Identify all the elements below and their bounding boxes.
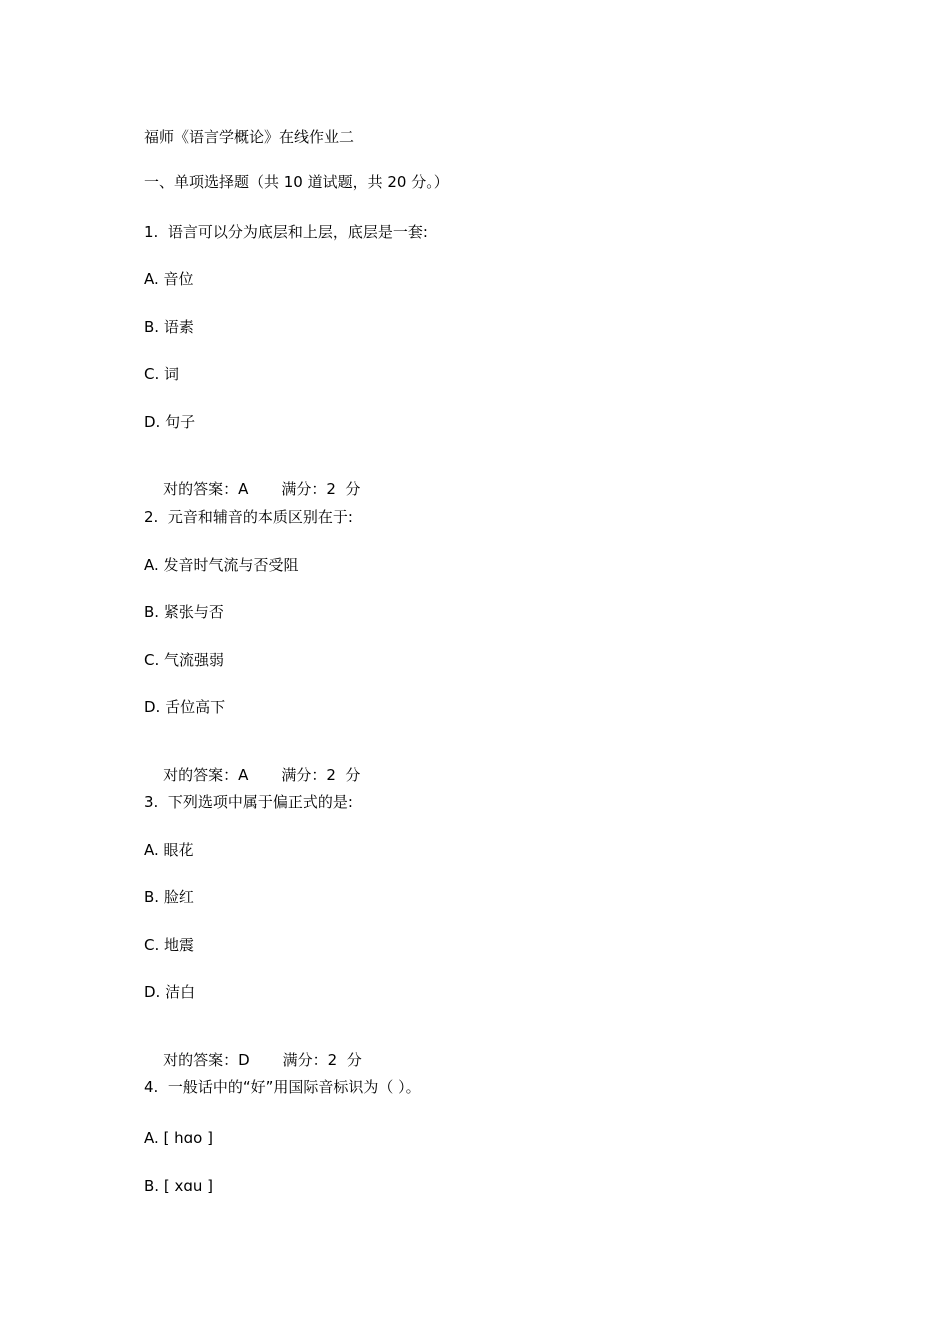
option-item: A. 眼花 <box>144 841 194 859</box>
correct-answer: 对的答案：D <box>163 1051 250 1069</box>
full-score: 满分：2 分 <box>282 1051 362 1069</box>
option-item: A. 发音时气流与否受阻 <box>144 556 299 574</box>
option-item: B. 语素 <box>144 318 194 336</box>
option-item: C. 地震 <box>144 936 195 954</box>
option-item: D. 洁白 <box>144 983 196 1001</box>
option-item: B. [ xɑu ] <box>144 1177 213 1195</box>
correct-answer: 对的答案：A <box>163 766 249 784</box>
question-stem: 2. 元音和辅音的本质区别在于: <box>144 508 353 526</box>
option-item: A. 音位 <box>144 270 194 288</box>
full-score: 满分：2 分 <box>281 766 361 784</box>
correct-answer: 对的答案：A <box>163 480 249 498</box>
option-item: C. 词 <box>144 365 180 383</box>
question-stem: 3. 下列选项中属于偏正式的是: <box>144 793 353 811</box>
full-score: 满分：2 分 <box>281 480 361 498</box>
option-item: C. 气流强弱 <box>144 651 225 669</box>
document-title: 福师《语言学概论》在线作业二 <box>144 128 355 146</box>
question-stem: 1. 语言可以分为底层和上层，底层是一套: <box>144 223 428 241</box>
option-item: D. 句子 <box>144 413 196 431</box>
option-item: D. 舌位高下 <box>144 698 226 716</box>
question-stem: 4. 一般话中的“好”用国际音标识为（ ）。 <box>144 1078 421 1096</box>
option-item: B. 脸红 <box>144 888 194 906</box>
section-heading: 一、单项选择题（共 10 道试题，共 20 分。） <box>144 173 449 191</box>
option-item: A. [ hɑo ] <box>144 1129 213 1147</box>
option-item: B. 紧张与否 <box>144 603 224 621</box>
